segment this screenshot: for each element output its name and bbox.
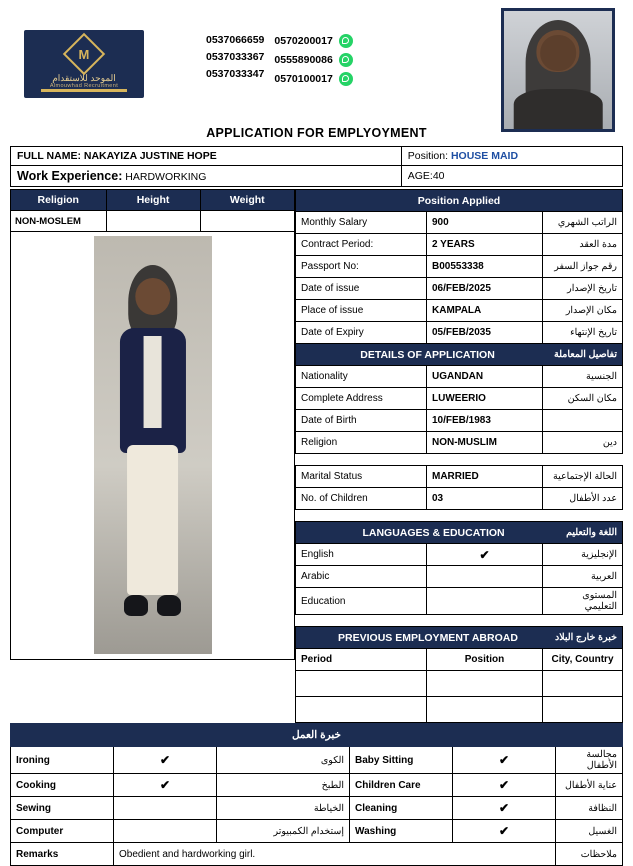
phone-row [274, 72, 352, 86]
page-header [10, 0, 623, 120]
table-row [11, 797, 623, 820]
applicant-passport-photo [501, 8, 615, 132]
table-row [296, 366, 623, 388]
row-value: B00553338 [427, 256, 543, 278]
phone-number: 0537033367 [206, 51, 265, 63]
logo-underline [41, 89, 127, 92]
skill-checkmark: ✔ [453, 820, 556, 843]
religion-value: NON-MOSLEM [11, 211, 107, 232]
section-header-position-applied: Position Applied [296, 190, 623, 212]
skill-checkmark: ✔ [114, 747, 217, 774]
position-label: Position: [407, 150, 449, 162]
work-experience-cell [11, 166, 402, 187]
phone-row [206, 34, 264, 46]
table-row [11, 166, 623, 187]
section-header-previous-en: PREVIOUS EMPLOYMENT ABROAD [338, 631, 518, 644]
skill-label-arabic: الغسيل [556, 820, 623, 843]
skill-label-arabic: مجالسة الأطفال [556, 747, 623, 774]
row-label-arabic: دين [543, 432, 623, 454]
row-label: Marital Status [296, 466, 427, 488]
row-checkmark: ✔ [427, 544, 543, 566]
phone-number: 0537033347 [206, 68, 265, 80]
left-column [10, 189, 295, 723]
table-row [296, 410, 623, 432]
skill-label-arabic: الكوى [217, 747, 350, 774]
row-label-arabic [543, 410, 623, 432]
applicant-full-photo-frame [10, 232, 295, 660]
table-row [296, 671, 623, 697]
spacer-row [296, 615, 623, 627]
fullbody-head [135, 278, 170, 316]
fullbody-shoe-right [157, 595, 181, 616]
column-header-period: Period [296, 649, 427, 671]
row-label-arabic: الجنسية [543, 366, 623, 388]
skill-label: Children Care [350, 774, 453, 797]
fullbody-trousers [127, 445, 179, 595]
contact-phone-numbers [206, 34, 353, 86]
row-checkmark [427, 566, 543, 588]
spacer-row [296, 454, 623, 466]
row-value: 900 [427, 212, 543, 234]
section-header-languages-arabic: اللغة والتعليم [566, 526, 617, 538]
row-label-arabic: رقم جواز السفر [543, 256, 623, 278]
phone-row [206, 51, 264, 63]
age-value: AGE:40 [407, 170, 445, 182]
weight-value [200, 211, 294, 232]
height-value [106, 211, 200, 232]
spacer-row [296, 510, 623, 522]
skill-label: Washing [350, 820, 453, 843]
section-header-languages [296, 522, 623, 544]
portrait-illustration [504, 11, 612, 129]
whatsapp-icon [339, 72, 353, 86]
row-label-arabic: المستوى التعليمي [543, 588, 623, 615]
row-value: 03 [427, 488, 543, 510]
skill-label: Cleaning [350, 797, 453, 820]
remarks-row [11, 843, 623, 866]
applicant-full-photo [94, 236, 212, 654]
table-row [296, 322, 623, 344]
full-name-value: NAKAYIZA JUSTINE HOPE [83, 150, 217, 162]
column-header-religion: Religion [11, 190, 107, 211]
fullbody-illustration [94, 236, 212, 654]
row-value: LUWEERIO [427, 388, 543, 410]
row-label: Education [296, 588, 427, 615]
religion-height-weight-table [10, 189, 295, 232]
row-label: Place of issue [296, 300, 427, 322]
skill-checkmark: ✔ [114, 774, 217, 797]
phone-number: 0570100017 [274, 73, 333, 85]
row-label: Contract Period: [296, 234, 427, 256]
row-label-arabic: تاريخ الإنتهاء [543, 322, 623, 344]
table-row [296, 588, 623, 615]
skill-label-arabic: الخياطة [217, 797, 350, 820]
skill-label: Baby Sitting [350, 747, 453, 774]
section-header-previous-arabic: خبرة خارج البلاد [554, 631, 617, 643]
skill-checkmark: ✔ [453, 747, 556, 774]
section-header-details-arabic: تفاصيل المعاملة [554, 348, 617, 360]
row-label: Date of issue [296, 278, 427, 300]
row-label-arabic: مدة العقد [543, 234, 623, 256]
cell-position [427, 671, 543, 697]
table-row [11, 211, 295, 232]
whatsapp-icon [339, 34, 353, 48]
row-label: English [296, 544, 427, 566]
main-content [10, 189, 623, 723]
skill-label-arabic: الطبخ [217, 774, 350, 797]
row-value: KAMPALA [427, 300, 543, 322]
row-label: Date of Birth [296, 410, 427, 432]
skill-checkmark: ✔ [453, 774, 556, 797]
cell-period [296, 697, 427, 723]
section-header-details-en: DETAILS OF APPLICATION [360, 348, 495, 361]
row-label: Religion [296, 432, 427, 454]
row-label: Nationality [296, 366, 427, 388]
remarks-label: Remarks [11, 843, 114, 866]
section-header-work-experience-arabic: خبرة العمل [11, 724, 623, 747]
skill-label: Computer [11, 820, 114, 843]
cell-position [427, 697, 543, 723]
position-applied-table [295, 189, 623, 723]
remarks-label-arabic: ملاحظات [556, 843, 623, 866]
table-row [296, 466, 623, 488]
row-label-arabic: الراتب الشهري [543, 212, 623, 234]
table-row [11, 820, 623, 843]
fullbody-shirt [143, 336, 162, 428]
logo-english-name: Almouwhad Recruitment [49, 83, 119, 90]
work-experience-value: HARDWORKING [125, 171, 207, 183]
column-header-height: Height [106, 190, 200, 211]
work-skills-table [10, 723, 623, 866]
table-row [296, 697, 623, 723]
full-name-label: FULL NAME: [17, 150, 81, 162]
skill-checkmark [114, 797, 217, 820]
column-header-city-country: City, Country [543, 649, 623, 671]
column-header-weight: Weight [200, 190, 294, 211]
logo-monogram: M [78, 46, 90, 62]
row-value: 06/FEB/2025 [427, 278, 543, 300]
row-value: MARRIED [427, 466, 543, 488]
row-label: Complete Address [296, 388, 427, 410]
row-checkmark [427, 588, 543, 615]
table-row [11, 747, 623, 774]
table-row [296, 388, 623, 410]
work-experience-label: Work Experience: [17, 169, 123, 183]
skill-label-arabic: عناية الأطفال [556, 774, 623, 797]
phone-row [274, 53, 352, 67]
table-row [296, 234, 623, 256]
row-label-arabic: الإنجليزية [543, 544, 623, 566]
full-name-cell [11, 147, 402, 166]
whatsapp-icon [339, 53, 353, 67]
table-row [296, 256, 623, 278]
table-row [11, 147, 623, 166]
table-row [296, 300, 623, 322]
skill-label: Ironing [11, 747, 114, 774]
cell-period [296, 671, 427, 697]
table-row [296, 566, 623, 588]
skill-label-arabic: النظافة [556, 797, 623, 820]
skill-label-arabic: إستخدام الكمبيوتر [217, 820, 350, 843]
row-label: Arabic [296, 566, 427, 588]
column-header-position: Position [427, 649, 543, 671]
skill-label: Cooking [11, 774, 114, 797]
phone-row [206, 68, 264, 80]
portrait-face [540, 35, 576, 72]
row-label-arabic: مكان الإصدار [543, 300, 623, 322]
position-value: HOUSE MAID [450, 150, 519, 162]
table-row [296, 278, 623, 300]
section-band-row [296, 522, 623, 544]
row-label-arabic: العربية [543, 566, 623, 588]
phone-column-left [206, 34, 264, 86]
table-row [296, 544, 623, 566]
section-band-row [296, 344, 623, 366]
remarks-value: Obedient and hardworking girl. [114, 843, 556, 866]
table-header-row [296, 649, 623, 671]
row-value: UGANDAN [427, 366, 543, 388]
position-cell [401, 147, 622, 166]
section-header-previous-employment [296, 627, 623, 649]
phone-number: 0570200017 [274, 35, 333, 47]
section-band-row [296, 627, 623, 649]
row-label-arabic: الحالة الإجتماعية [543, 466, 623, 488]
row-label-arabic: تاريخ الإصدار [543, 278, 623, 300]
fullbody-shoe-left [124, 595, 148, 616]
phone-number: 0537066659 [206, 34, 265, 46]
right-column [295, 189, 623, 723]
logo-arabic-name: الموحد للاستقدام [52, 72, 116, 83]
section-header-languages-en: LANGUAGES & EDUCATION [362, 526, 505, 539]
section-band-row [11, 724, 623, 747]
table-header-row [11, 190, 295, 211]
row-label: No. of Children [296, 488, 427, 510]
table-row [11, 774, 623, 797]
company-logo [24, 30, 144, 98]
skill-checkmark [114, 820, 217, 843]
applicant-summary-table [10, 146, 623, 187]
row-value: 10/FEB/1983 [427, 410, 543, 432]
cell-city-country [543, 697, 623, 723]
phone-column-right [274, 34, 352, 86]
row-label-arabic: مكان السكن [543, 388, 623, 410]
skill-label: Sewing [11, 797, 114, 820]
section-header-details [296, 344, 623, 366]
row-value: NON-MUSLIM [427, 432, 543, 454]
logo-diamond-icon [63, 32, 105, 74]
page-title: APPLICATION FOR EMPLYOYMENT [206, 126, 427, 140]
table-row [296, 488, 623, 510]
row-value: 05/FEB/2035 [427, 322, 543, 344]
row-label-arabic: عدد الأطفال [543, 488, 623, 510]
table-header-row [296, 190, 623, 212]
skill-checkmark: ✔ [453, 797, 556, 820]
row-label: Passport No: [296, 256, 427, 278]
row-value: 2 YEARS [427, 234, 543, 256]
cell-city-country [543, 671, 623, 697]
row-label: Monthly Salary [296, 212, 427, 234]
portrait-body [514, 89, 603, 129]
table-row [296, 432, 623, 454]
phone-row [274, 34, 352, 48]
row-label: Date of Expiry [296, 322, 427, 344]
age-cell [401, 166, 622, 187]
table-row [296, 212, 623, 234]
phone-number: 0555890086 [274, 54, 333, 66]
